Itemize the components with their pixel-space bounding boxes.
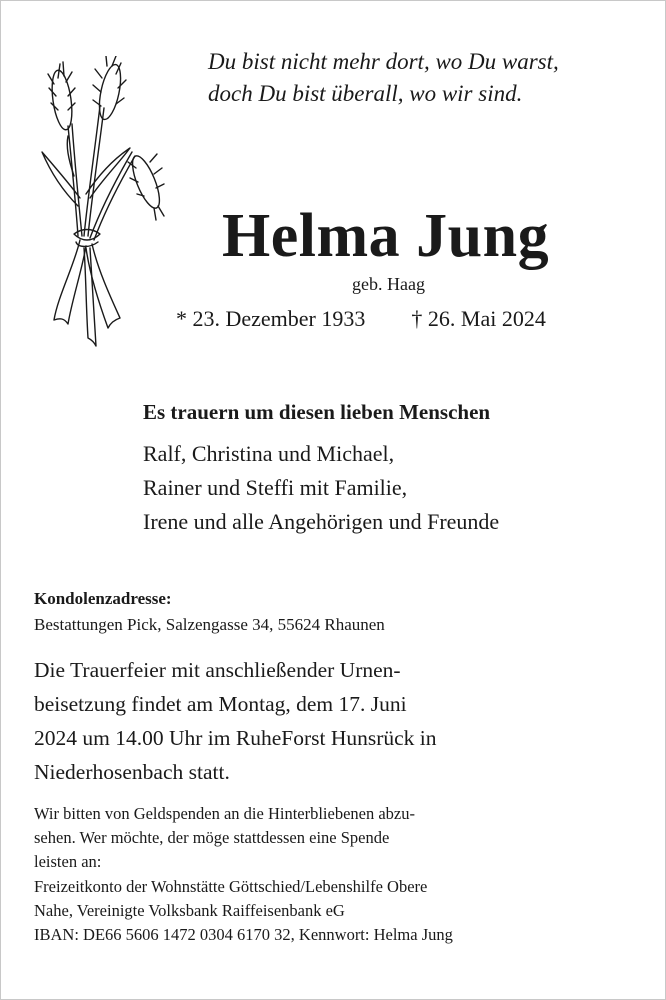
- donation-line: Wir bitten von Geldspenden an die Hinterbliebenen abzu-: [34, 804, 415, 823]
- mourners-list: [143, 437, 499, 539]
- quote-line: doch Du bist überall, wo wir sind.: [208, 81, 523, 106]
- condolence-address: Bestattungen Pick, Salzengasse 34, 55624 Rhaunen: [34, 615, 385, 634]
- condolence-label: Kondolenzadresse:: [34, 589, 172, 608]
- donation-line: leisten an:: [34, 852, 102, 872]
- donation-line: Nahe, Vereinigte Volksbank Raiffeisenbank eG: [34, 900, 345, 920]
- mourners-heading: Es trauern um diesen lieben Menschen: [143, 400, 491, 424]
- donation-line: sehen. Wer möchte, der möge stattdessen eine Spende: [34, 828, 390, 848]
- donation-note: [34, 802, 453, 947]
- mourner-line: Irene und alle Angehörigen und Freunde: [143, 509, 500, 534]
- ceremony-line: Die Trauerfeier mit anschließender Urnen-: [34, 658, 401, 682]
- maiden-name: geb. Haag: [352, 274, 425, 294]
- birth-date: * 23. Dezember 1933: [176, 306, 366, 331]
- death-date: † 26. Mai 2024: [411, 306, 546, 331]
- mourner-line: Rainer und Steffi mit Familie,: [143, 475, 408, 500]
- ceremony-line: beisetzung findet am Montag, dem 17. Juni: [34, 692, 407, 716]
- quote-line: Du bist nicht mehr dort, wo Du warst,: [208, 49, 559, 74]
- donation-line: IBAN: DE66 5606 1472 0304 6170 32, Kennwort: Helma Jung: [34, 924, 453, 944]
- ceremony-line: Niederhosenbach statt.: [34, 760, 230, 784]
- deceased-name: Helma Jung: [222, 202, 550, 270]
- ceremony-line: 2024 um 14.00 Uhr im RuheForst Hunsrück in: [34, 726, 437, 750]
- donation-line: Freizeitkonto der Wohnstätte Göttschied/Lebenshilfe Obere: [34, 876, 428, 896]
- ceremony-info: [34, 653, 437, 789]
- life-dates: [176, 304, 546, 334]
- wheat-bundle-icon: [28, 56, 178, 356]
- mourner-line: Ralf, Christina und Michael,: [143, 441, 395, 466]
- memorial-quote: [208, 46, 559, 110]
